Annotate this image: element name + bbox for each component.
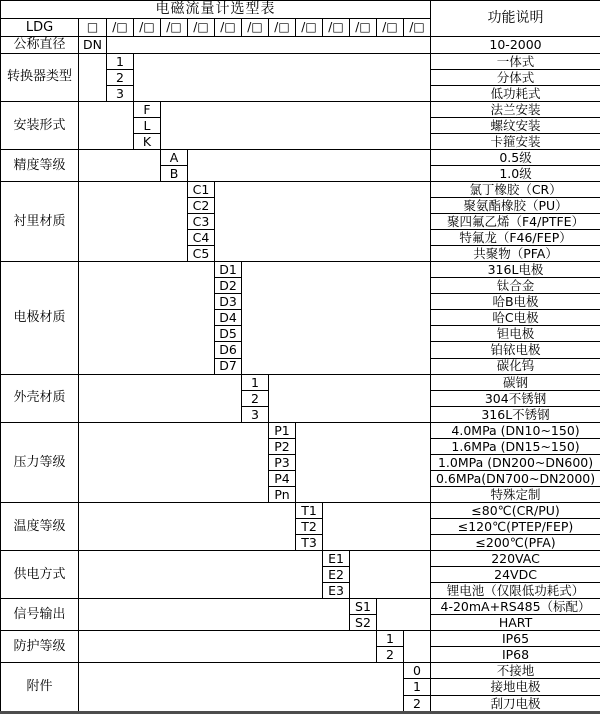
function-cell: 接地电极 xyxy=(431,679,600,695)
code-slot-box: /□ xyxy=(269,19,296,37)
category-label: 安装形式 xyxy=(1,101,79,149)
code-cell: 2 xyxy=(107,69,134,85)
blank-cell xyxy=(323,502,431,550)
code-cell: E2 xyxy=(323,567,350,583)
function-cell: 0.6MPa(DN700~DN2000) xyxy=(431,470,600,486)
category-label: 精度等级 xyxy=(1,149,79,181)
code-slot-box: /□ xyxy=(323,19,350,37)
category-label: 公称直径 xyxy=(1,37,79,54)
code-cell: D6 xyxy=(215,342,242,358)
blank-cell xyxy=(404,631,431,663)
code-slot-box: /□ xyxy=(377,19,404,37)
function-cell: IP65 xyxy=(431,631,600,647)
code-cell: P3 xyxy=(269,454,296,470)
function-cell: 锂电池（仅限低功耗式） xyxy=(431,583,600,599)
code-cell: D5 xyxy=(215,326,242,342)
code-cell: 0 xyxy=(404,663,431,679)
blank-cell xyxy=(79,101,134,149)
category-label: 外壳材质 xyxy=(1,374,79,422)
code-cell: T2 xyxy=(296,518,323,534)
blank-cell xyxy=(134,53,431,101)
blank-cell xyxy=(79,551,323,599)
code-slot-box: /□ xyxy=(188,19,215,37)
function-cell: 特氟龙（F46/FEP） xyxy=(431,230,600,246)
dn-code-box: □ xyxy=(79,19,107,37)
code-cell: 3 xyxy=(242,406,269,422)
function-cell: 304不锈钢 xyxy=(431,390,600,406)
function-cell: 铂铱电极 xyxy=(431,342,600,358)
code-cell: D4 xyxy=(215,310,242,326)
function-cell: 316L电极 xyxy=(431,262,600,278)
function-cell: 聚四氟乙烯（F4/PTFE） xyxy=(431,214,600,230)
blank-cell xyxy=(296,422,431,502)
category-label: 温度等级 xyxy=(1,502,79,550)
function-cell: 特殊定制 xyxy=(431,486,600,502)
code-slot-box: /□ xyxy=(296,19,323,37)
code-cell: P2 xyxy=(269,438,296,454)
function-cell: 聚氨酯橡胶（PU） xyxy=(431,198,600,214)
function-cell: ≤80℃(CR/PU) xyxy=(431,502,600,518)
blank-cell xyxy=(79,182,188,262)
blank-cell xyxy=(79,374,242,422)
code-cell: D3 xyxy=(215,294,242,310)
blank-cell xyxy=(215,182,431,262)
blank-cell xyxy=(269,374,431,422)
blank-cell xyxy=(79,53,107,101)
code-cell: D7 xyxy=(215,358,242,374)
function-cell: 哈C电极 xyxy=(431,310,600,326)
blank-cell xyxy=(161,101,431,149)
function-cell: 碳钢 xyxy=(431,374,600,390)
function-cell: HART xyxy=(431,615,600,631)
blank-cell xyxy=(79,149,161,181)
code-cell: P1 xyxy=(269,422,296,438)
blank-cell xyxy=(79,631,377,663)
function-cell: 4.0MPa (DN10~150) xyxy=(431,422,600,438)
code-cell: T1 xyxy=(296,502,323,518)
function-cell: 316L不锈钢 xyxy=(431,406,600,422)
category-label: 压力等级 xyxy=(1,422,79,502)
code-cell: E3 xyxy=(323,583,350,599)
blank-cell xyxy=(79,262,215,374)
code-cell: B xyxy=(161,165,188,181)
code-cell: C2 xyxy=(188,198,215,214)
code-slot-box: /□ xyxy=(215,19,242,37)
function-cell: 螺纹安装 xyxy=(431,117,600,133)
function-cell: 0.5级 xyxy=(431,149,600,165)
category-label: 转换器类型 xyxy=(1,53,79,101)
blank-cell xyxy=(107,37,431,54)
code-cell: F xyxy=(134,101,161,117)
blank-cell xyxy=(79,599,350,631)
code-cell: E1 xyxy=(323,551,350,567)
function-cell: 24VDC xyxy=(431,567,600,583)
function-cell: 不接地 xyxy=(431,663,600,679)
function-cell: 共聚物（PFA） xyxy=(431,246,600,262)
code-cell: Pn xyxy=(269,486,296,502)
function-cell: 低功耗式 xyxy=(431,85,600,101)
function-cell: 1.0MPa (DN200~DN600) xyxy=(431,454,600,470)
code-cell: P4 xyxy=(269,470,296,486)
function-cell: 哈B电极 xyxy=(431,294,600,310)
code-cell: C3 xyxy=(188,214,215,230)
code-cell: 1 xyxy=(377,631,404,647)
blank-cell xyxy=(79,502,296,550)
code-cell: 1 xyxy=(404,679,431,695)
category-label: 衬里材质 xyxy=(1,182,79,262)
blank-cell xyxy=(79,422,269,502)
function-column-header: 功能说明 xyxy=(431,1,600,37)
code-slot-box: /□ xyxy=(107,19,134,37)
code-slot-box: /□ xyxy=(242,19,269,37)
category-label: 附件 xyxy=(1,663,79,713)
code-cell: A xyxy=(161,149,188,165)
code-cell: D2 xyxy=(215,278,242,294)
code-cell: 2 xyxy=(377,647,404,663)
code-slot-box: /□ xyxy=(404,19,431,37)
code-cell: L xyxy=(134,117,161,133)
function-cell: 220VAC xyxy=(431,551,600,567)
function-cell: 1.6MPa (DN15~150) xyxy=(431,438,600,454)
function-cell: ≤200℃(PFA) xyxy=(431,535,600,551)
code-slot-box: /□ xyxy=(350,19,377,37)
blank-cell xyxy=(350,551,431,599)
code-cell: C4 xyxy=(188,230,215,246)
blank-cell xyxy=(377,599,431,631)
code-cell: S2 xyxy=(350,615,377,631)
function-cell: 刮刀电极 xyxy=(431,695,600,713)
code-cell: 1 xyxy=(242,374,269,390)
code-cell: D1 xyxy=(215,262,242,278)
function-cell: 钛合金 xyxy=(431,278,600,294)
code-cell: 2 xyxy=(242,390,269,406)
selection-table-body xyxy=(1,1,600,713)
function-cell: 分体式 xyxy=(431,69,600,85)
code-cell: S1 xyxy=(350,599,377,615)
function-cell: 法兰安装 xyxy=(431,101,600,117)
code-cell: 2 xyxy=(404,695,431,713)
category-label: 电极材质 xyxy=(1,262,79,374)
category-label: 供电方式 xyxy=(1,551,79,599)
code-cell: C1 xyxy=(188,182,215,198)
code-cell: 3 xyxy=(107,85,134,101)
function-cell: 卡箍安装 xyxy=(431,133,600,149)
blank-cell xyxy=(242,262,431,374)
code-cell: K xyxy=(134,133,161,149)
blank-cell xyxy=(79,663,404,713)
function-cell: 4-20mA+RS485（标配） xyxy=(431,599,600,615)
function-cell: 氯丁橡胶（CR） xyxy=(431,182,600,198)
code-cell: T3 xyxy=(296,535,323,551)
function-cell: 10-2000 xyxy=(431,37,600,54)
category-label: 防护等级 xyxy=(1,631,79,663)
function-cell: 碳化钨 xyxy=(431,358,600,374)
function-cell: 一体式 xyxy=(431,53,600,69)
function-cell: ≤120℃(PTEP/FEP) xyxy=(431,518,600,534)
function-cell: 钽电极 xyxy=(431,326,600,342)
code-cell: 1 xyxy=(107,53,134,69)
code-slot-box: /□ xyxy=(161,19,188,37)
function-cell: IP68 xyxy=(431,647,600,663)
function-cell: 1.0级 xyxy=(431,165,600,181)
category-label: 信号输出 xyxy=(1,599,79,631)
code-cell: DN xyxy=(79,37,107,54)
blank-cell xyxy=(188,149,431,181)
table-title: 电磁流量计选型表 xyxy=(1,1,431,19)
model-code: LDG xyxy=(1,19,79,37)
code-cell: C5 xyxy=(188,246,215,262)
code-slot-box: /□ xyxy=(134,19,161,37)
